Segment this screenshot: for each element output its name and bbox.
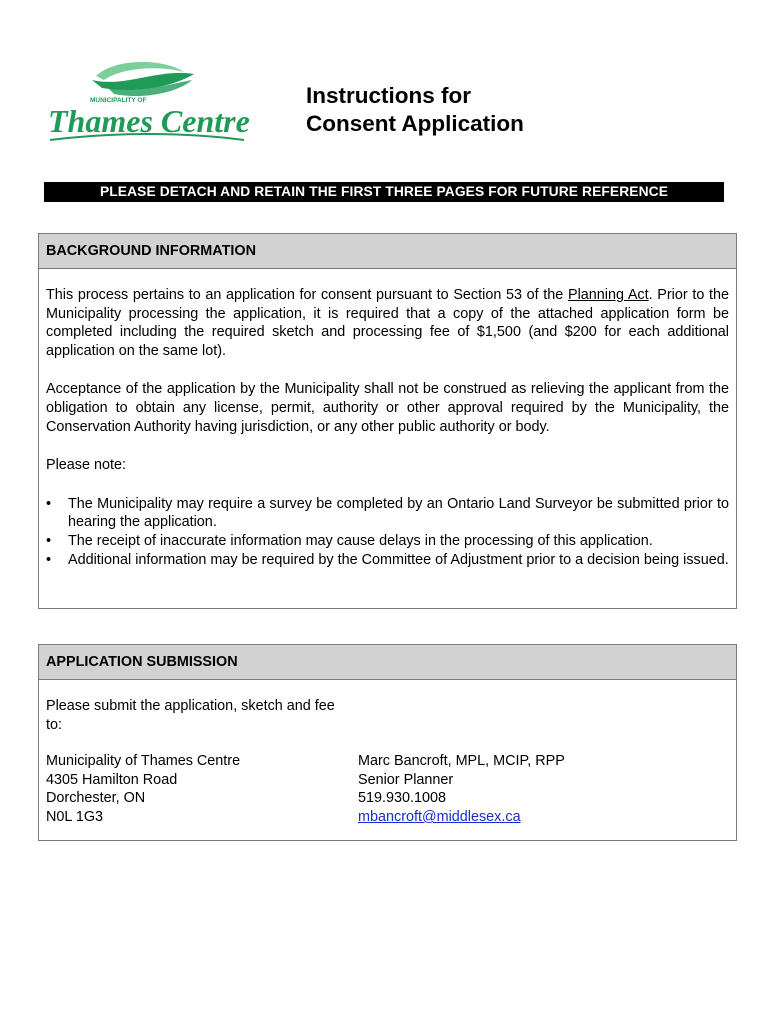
thames-centre-logo-icon xyxy=(44,58,254,148)
municipality-logo xyxy=(44,58,254,148)
page-title-line-1: Instructions for xyxy=(306,83,472,108)
list-item: • The receipt of inaccurate information may cause delays in the processing of this application. xyxy=(46,532,653,549)
page-title-line-2: Consent Application xyxy=(306,111,524,136)
please-note-label: Please note: xyxy=(46,457,127,474)
mailing-address xyxy=(46,752,358,826)
address-line: N0L 1G3 xyxy=(46,808,104,825)
contact-phone: 519.930.1008 xyxy=(358,790,447,807)
address-line: Dorchester, ON xyxy=(46,790,146,807)
submission-intro: Please submit the application, sketch and fee to: xyxy=(46,698,335,733)
contact-name: Marc Bancroft, MPL, MCIP, RPP xyxy=(358,753,565,770)
address-line: Municipality of Thames Centre xyxy=(46,753,241,770)
application-submission-section xyxy=(38,644,737,841)
submission-details xyxy=(46,752,729,826)
list-item: • Additional information may be required by the Committee of Adjustment prior to a decision being issued. xyxy=(46,551,729,568)
address-line: 4305 Hamilton Road xyxy=(46,771,178,788)
logo-top-text: MUNICIPALITY OF xyxy=(90,97,147,104)
detach-notice-banner: PLEASE DETACH AND RETAIN THE FIRST THREE PAGES FOR FUTURE REFERENCE xyxy=(44,182,724,202)
planning-act-reference: Planning Act xyxy=(567,287,649,303)
list-item: • The Municipality may require a survey be completed by an Ontario Land Surveyor be submitted prior to hearing the application. xyxy=(46,495,729,531)
background-information-section xyxy=(38,233,737,609)
bullet-icon: • xyxy=(46,495,52,512)
page-title xyxy=(306,82,524,138)
background-section-body xyxy=(39,269,736,569)
planner-contact xyxy=(358,752,729,826)
background-paragraph-2: Acceptance of the application by the Municipality shall not be construed as relieving the applicant from the obligation to obtain any license, permit, authority or other approval required by the Municipality, the Conservation Authority having jurisdiction, or any other public authority or body. xyxy=(46,381,729,435)
bullet-icon: • xyxy=(46,551,52,568)
logo-name-text: Thames Centre xyxy=(48,103,250,139)
bullet-icon: • xyxy=(46,532,52,549)
contact-title: Senior Planner xyxy=(358,771,454,788)
submission-section-body xyxy=(39,680,736,827)
notes-list xyxy=(46,495,729,569)
contact-email-link[interactable]: mbancroft@middlesex.ca xyxy=(358,808,521,825)
submission-section-heading: APPLICATION SUBMISSION xyxy=(39,645,736,680)
background-section-heading: BACKGROUND INFORMATION xyxy=(39,234,736,269)
background-paragraph-1: This process pertains to an application for consent pursuant to Section 53 of the Planning Act. Prior to the Municipality processing the application, it is required that a copy of the attached application form be completed including the required sketch and processing fee of $1,500 (and $200 for each additional application on the same lot). xyxy=(46,287,729,359)
